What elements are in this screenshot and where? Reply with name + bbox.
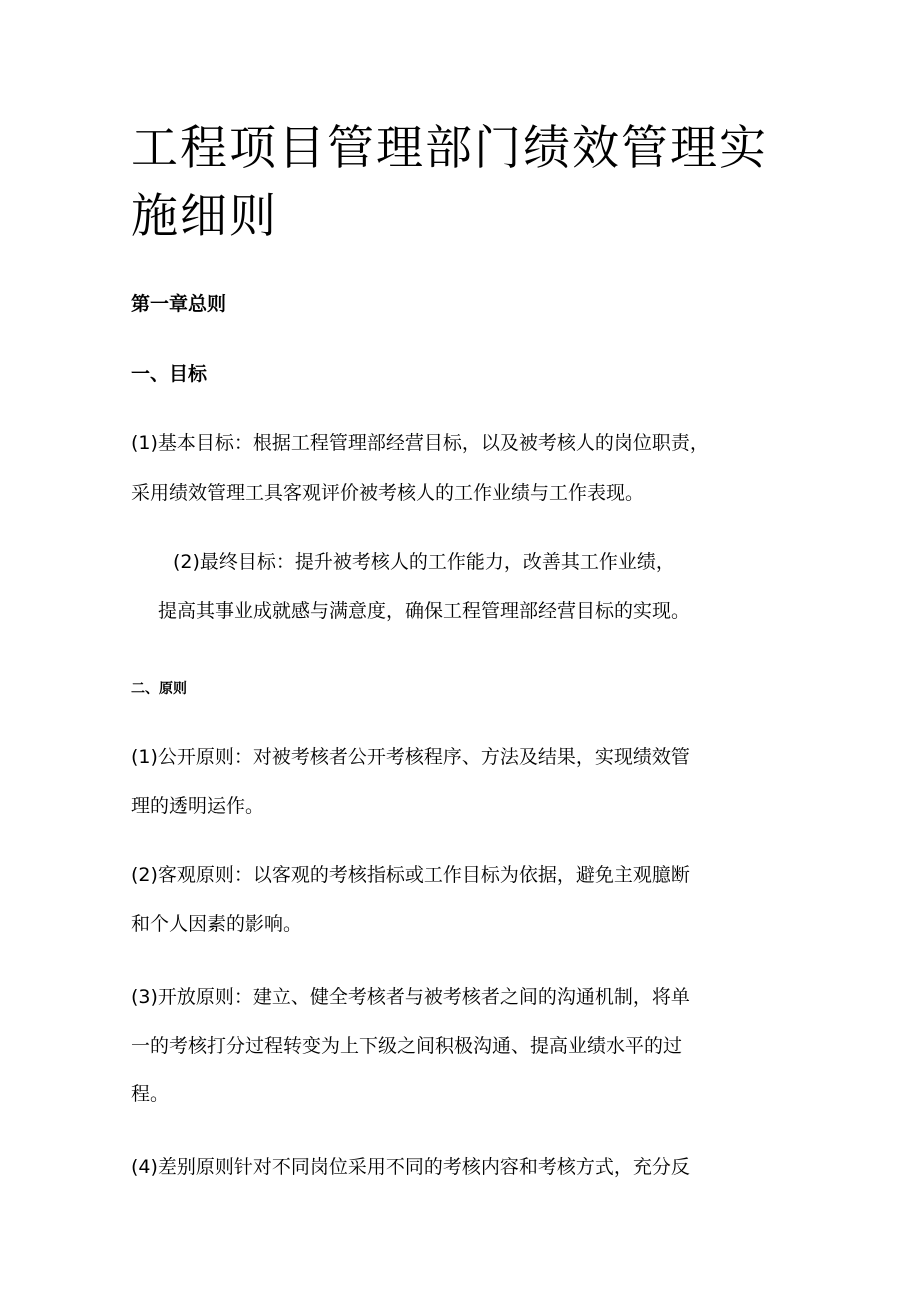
paragraph-line: 理的透明运作。: [131, 795, 265, 817]
paragraph-line: 一的考核打分过程转变为上下级之间积极沟通、提高业绩水平的过: [131, 1035, 683, 1057]
paragraph-line: 和个人因素的影响。: [131, 913, 303, 935]
section-heading-principles: 二、原则: [131, 681, 187, 697]
paragraph-line: (2)最终目标：提升被考核人的工作能力，改善其工作业绩，: [173, 551, 675, 573]
document-title: 工程项目管理部门绩效管理实施细则: [131, 121, 768, 244]
paragraph-line: 提高其事业成就感与满意度，确保工程管理部经营目标的实现。: [158, 600, 691, 622]
paragraph-line: (4)差别原则针对不同岗位采用不同的考核内容和考核方式，充分反: [131, 1156, 690, 1178]
paragraph-line: 采用绩效管理工具客观评价被考核人的工作业绩与工作表现。: [131, 482, 645, 504]
paragraph-line: (1)基本目标：根据工程管理部经营目标，以及被考核人的岗位职责，: [131, 432, 709, 454]
paragraph-line: (1)公开原则：对被考核者公开考核程序、方法及结果，实现绩效管: [131, 746, 690, 768]
paragraph-line: (3)开放原则：建立、健全考核者与被考核者之间的沟通机制，将单: [131, 986, 690, 1008]
chapter-heading: 第一章总则: [131, 293, 227, 315]
paragraph-line: 程。: [131, 1083, 170, 1105]
paragraph-line: (2)客观原则：以客观的考核指标或工作目标为依据，避免主观臆断: [131, 864, 690, 886]
section-heading-goals: 一、目标: [131, 363, 208, 385]
